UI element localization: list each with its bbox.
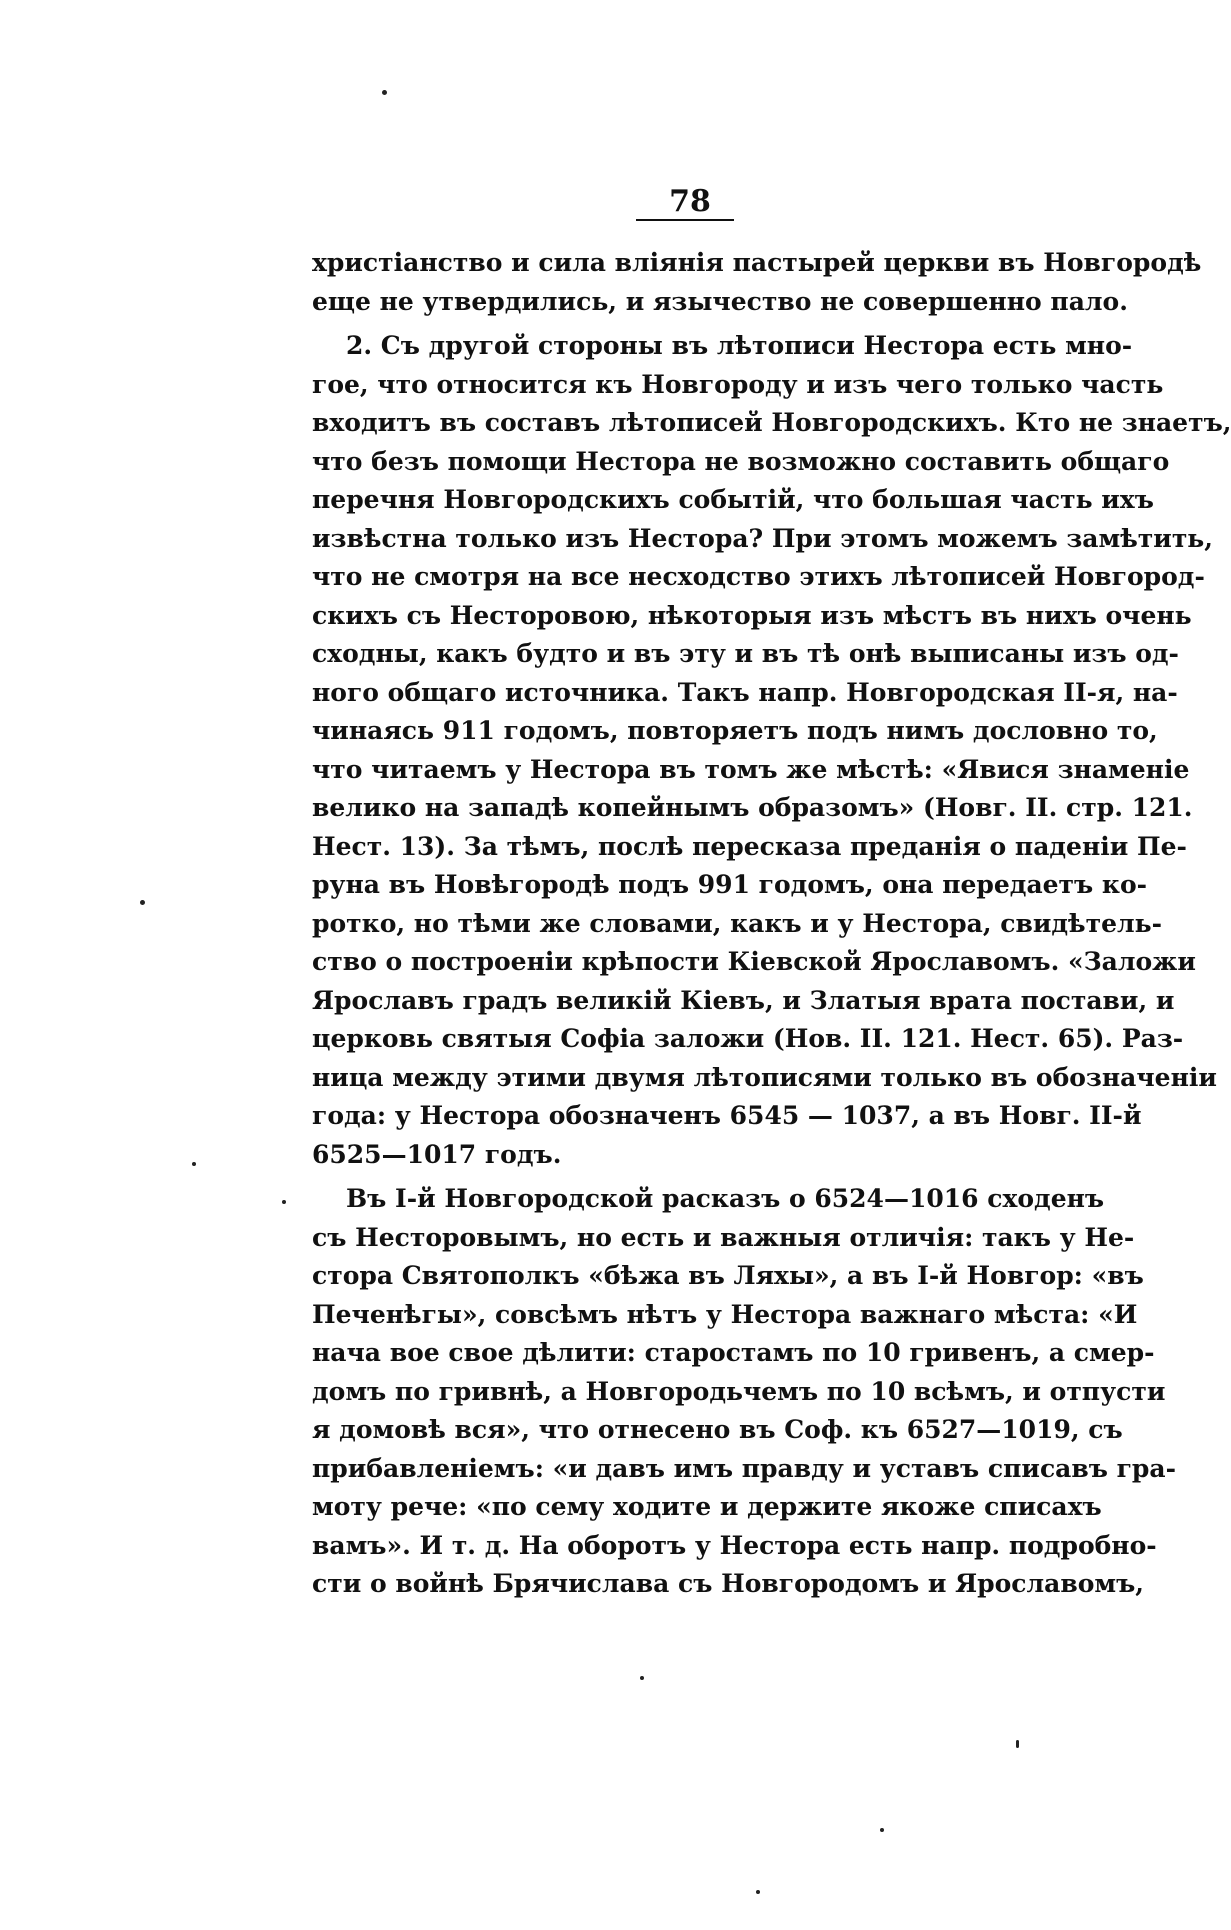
text-line: извѣстна только изъ Нестора? При этомъ можемъ замѣтить,: [312, 523, 1213, 553]
text-line: Нест. 13). За тѣмъ, послѣ пересказа преданія о паденіи Пе-: [312, 831, 1187, 861]
scan-speck: [640, 1676, 644, 1680]
text-line: нача вое свое дѣлити: старостамъ по 10 гривенъ, а смер-: [312, 1338, 1155, 1367]
text-line: сходны, какъ будто и въ эту и въ тѣ онѣ выписаны изъ од-: [312, 639, 1179, 668]
text-line: Въ I-й Новгородской расказъ о 6524—1016 сходенъ: [346, 1184, 1105, 1213]
text-line: сти о войнѣ Брячислава съ Новгородомъ и Ярославомъ,: [312, 1569, 1144, 1598]
scan-speck: [880, 1828, 884, 1832]
text-line: прибавленіемъ: «и давъ имъ правду и уставъ списавъ гра-: [312, 1453, 1176, 1483]
text-line: 6525—1017 годъ.: [312, 1139, 562, 1169]
page-number: 78: [669, 184, 711, 219]
text-line: велико на западѣ копейнымъ образомъ» (Новг. II. стр. 121.: [312, 793, 1193, 822]
text-line: что безъ помощи Нестора не возможно составить общаго: [312, 446, 1170, 476]
text-line: я домовѣ вся», что отнесено въ Соф. къ 6527—1019, съ: [312, 1415, 1123, 1444]
text-line: вамъ». И т. д. На оборотъ у Нестора есть напр. подробно-: [312, 1530, 1157, 1560]
scan-speck: [192, 1162, 196, 1166]
text-line: ница между этими двумя лѣтописями только въ обозначеніи: [312, 1062, 1217, 1092]
scan-speck: [282, 1200, 286, 1204]
text-line: еще не утвердились, и язычество не совершенно пало.: [312, 286, 1128, 316]
text-line: года: у Нестора обозначенъ 6545 — 1037, а въ Новг. II-й: [312, 1101, 1142, 1130]
text-line: Ярославъ градъ великій Кіевъ, и Златыя врата постави, и: [312, 985, 1175, 1015]
text-line: что читаемъ у Нестора въ томъ же мѣстѣ: «Явися знаменіе: [312, 754, 1190, 784]
text-line: стора Святополкъ «бѣжа въ Ляхы», а въ I-й Новгор: «въ: [312, 1261, 1144, 1290]
scan-speck: [140, 900, 145, 905]
text-line: скихъ съ Несторовою, нѣкоторыя изъ мѣстъ въ нихъ очень: [312, 600, 1192, 630]
text-line: Печенѣгы», совсѣмъ нѣтъ у Нестора важнаго мѣста: «И: [312, 1299, 1138, 1329]
text-line: входитъ въ составъ лѣтописей Новгородскихъ. Кто не знаетъ,: [312, 408, 1231, 437]
text-line: съ Несторовымъ, но есть и важныя отличія: такъ у Не-: [312, 1222, 1135, 1252]
text-line: ротко, но тѣми же словами, какъ и у Нестора, свидѣтель-: [312, 908, 1162, 938]
text-line: что не смотря на все несходство этихъ лѣтописей Новгород-: [312, 562, 1205, 591]
text-line: перечня Новгородскихъ событій, что большая часть ихъ: [312, 485, 1154, 514]
text-line: ство о построеніи крѣпости Кіевской Ярославомъ. «Заложи: [312, 947, 1196, 976]
text-line: чинаясь 911 годомъ, повторяетъ подъ нимъ дословно то,: [312, 716, 1158, 745]
scan-speck: [382, 90, 387, 95]
text-line: гое, что относится къ Новгороду и изъ чего только часть: [312, 369, 1164, 399]
text-line: 2. Съ другой стороны въ лѣтописи Нестора есть мно-: [346, 331, 1133, 360]
scan-speck: [1016, 1740, 1019, 1748]
scan-speck: [756, 1890, 760, 1894]
text-line: домъ по гривнѣ, а Новгородьчемъ по 10 всѣмъ, и отпусти: [312, 1376, 1166, 1406]
body-text: [312, 244, 1231, 1604]
text-line: ного общаго источника. Такъ напр. Новгородская II-я, на-: [312, 677, 1178, 707]
page-number-rule: [636, 219, 734, 221]
text-line: руна въ Новѣгородѣ подъ 991 годомъ, она передаетъ ко-: [312, 870, 1148, 899]
text-line: моту рече: «по сему ходите и держите якоже списахъ: [312, 1492, 1102, 1521]
text-line: церковь святыя Софіа заложи (Нов. II. 121. Нест. 65). Раз-: [312, 1024, 1184, 1053]
text-line: христіанство и сила вліянія пастырей церкви въ Новгородѣ: [312, 248, 1202, 277]
